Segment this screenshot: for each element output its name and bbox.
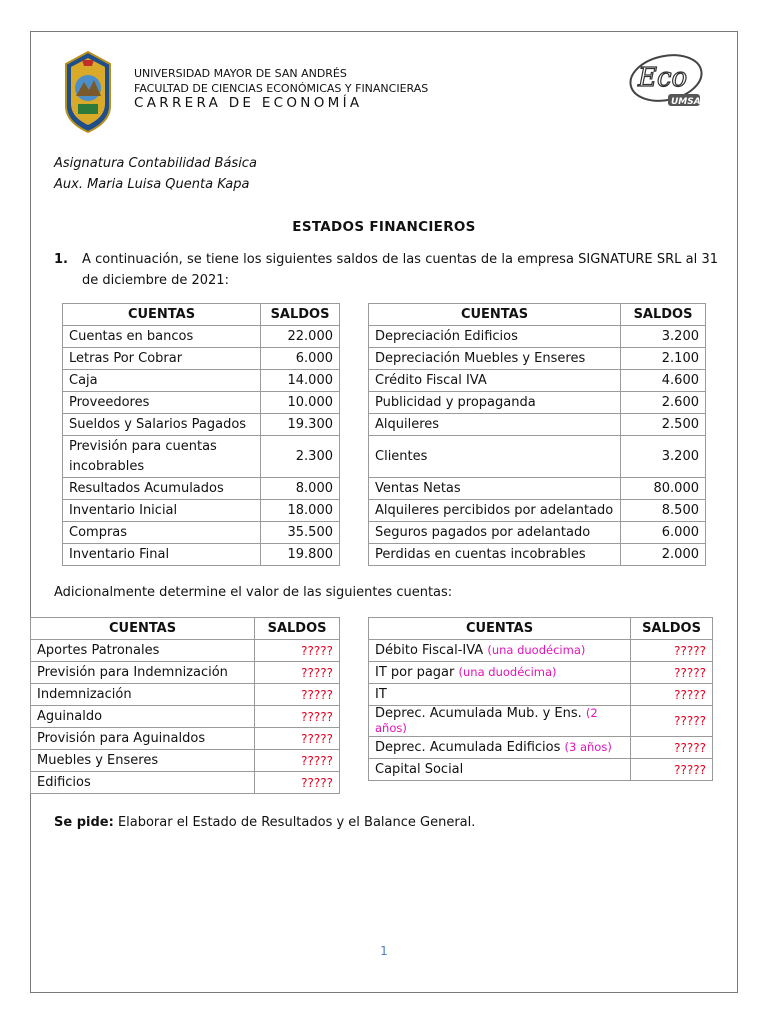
unknown-balance: ????? [631, 737, 713, 759]
table-row [63, 370, 340, 392]
table-row [369, 392, 706, 414]
account-balance: 6.000 [621, 522, 706, 544]
table-header-row [31, 618, 340, 640]
table-row [369, 522, 706, 544]
account-balance: 8.000 [261, 478, 340, 500]
account-name: Capital Social [375, 762, 464, 777]
header-cuentas: CUENTAS [369, 618, 631, 640]
account-name: Inventario Inicial [63, 500, 261, 522]
eco-logo-text: Eco [638, 63, 688, 93]
unknown-balance: ????? [631, 759, 713, 781]
account-name: Deprec. Acumulada Mub. y Ens. [375, 706, 582, 721]
document-header [62, 50, 722, 138]
table-row [31, 706, 340, 728]
account-note: (2 años) [375, 706, 598, 735]
account-name: Provisión para Aguinaldos [31, 728, 255, 750]
unknown-accounts-table-right [368, 617, 713, 781]
table-row [63, 414, 340, 436]
table-row [369, 478, 706, 500]
table-row [369, 662, 713, 684]
account-name: Compras [63, 522, 261, 544]
account-balance: 14.000 [261, 370, 340, 392]
account-name: Previsión para Indemnización [31, 662, 255, 684]
balances-table-left [62, 303, 340, 566]
table-header-row [369, 304, 706, 326]
table-row [369, 326, 706, 348]
table-row [369, 414, 706, 436]
account-balance: 22.000 [261, 326, 340, 348]
account-balance: 2.000 [621, 544, 706, 566]
eco-logo-sub: UMSA [671, 97, 701, 107]
unknown-balance: ????? [255, 706, 340, 728]
unknown-balance: ????? [631, 640, 713, 662]
account-balance: 10.000 [261, 392, 340, 414]
account-cell [369, 640, 631, 662]
subject-line: Asignatura Contabilidad Básica [54, 156, 257, 171]
account-balance: 2.600 [621, 392, 706, 414]
account-name: Sueldos y Salarios Pagados [63, 414, 261, 436]
account-name: Crédito Fiscal IVA [369, 370, 621, 392]
account-name: Muebles y Enseres [31, 750, 255, 772]
account-name: Perdidas en cuentas incobrables [369, 544, 621, 566]
table-row [31, 662, 340, 684]
task-label: Se pide: [54, 815, 114, 830]
table-row [31, 640, 340, 662]
unknown-balance: ????? [631, 662, 713, 684]
account-name: Inventario Final [63, 544, 261, 566]
account-name: Depreciación Muebles y Enseres [369, 348, 621, 370]
account-balance: 8.500 [621, 500, 706, 522]
account-balance: 2.300 [261, 436, 340, 478]
header-cuentas: CUENTAS [63, 304, 261, 326]
header-cuentas: CUENTAS [369, 304, 621, 326]
question-number: 1. [54, 252, 68, 267]
account-name: Publicidad y propaganda [369, 392, 621, 414]
page-number: 1 [380, 944, 388, 958]
unknown-balance: ????? [255, 640, 340, 662]
account-name: Edificios [31, 772, 255, 794]
table-row [369, 737, 713, 759]
table-row [369, 759, 713, 781]
table-row [369, 370, 706, 392]
table-row [63, 522, 340, 544]
table-row [369, 684, 713, 706]
account-balance: 4.600 [621, 370, 706, 392]
balances-table-right [368, 303, 706, 566]
table-row [63, 478, 340, 500]
table-row [63, 544, 340, 566]
task-text: Elaborar el Estado de Resultados y el Balance General. [117, 815, 476, 830]
table-row [369, 348, 706, 370]
account-cell [369, 706, 631, 737]
account-name: Caja [63, 370, 261, 392]
unknown-balance: ????? [631, 706, 713, 737]
table-row [31, 728, 340, 750]
account-cell [369, 684, 631, 706]
table-row [63, 500, 340, 522]
university-seal-icon [62, 50, 114, 134]
account-name: Previsión para cuentas incobrables [63, 436, 261, 478]
account-cell [369, 759, 631, 781]
account-balance: 2.500 [621, 414, 706, 436]
table-row [369, 544, 706, 566]
account-name: Proveedores [63, 392, 261, 414]
subject-block [54, 153, 257, 195]
account-name: Seguros pagados por adelantado [369, 522, 621, 544]
account-cell [369, 737, 631, 759]
question-text: A continuación, se tiene los siguientes saldos de las cuentas de la empresa SIGNATURE SRL al 31 de diciembre de 2021: [82, 252, 718, 288]
account-cell [369, 662, 631, 684]
header-cuentas: CUENTAS [31, 618, 255, 640]
eco-umsa-logo-icon [624, 50, 706, 110]
account-note: (una duodécima) [487, 643, 586, 657]
task-statement [54, 815, 475, 830]
account-balance: 19.300 [261, 414, 340, 436]
document-title: ESTADOS FINANCIEROS [292, 219, 476, 235]
account-balance: 6.000 [261, 348, 340, 370]
table-row [63, 392, 340, 414]
table-row [63, 326, 340, 348]
account-name: Deprec. Acumulada Edificios [375, 740, 561, 755]
account-name: Indemnización [31, 684, 255, 706]
account-balance: 2.100 [621, 348, 706, 370]
account-name: Aportes Patronales [31, 640, 255, 662]
account-name: Resultados Acumulados [63, 478, 261, 500]
account-name: Ventas Netas [369, 478, 621, 500]
faculty-name: FACULTAD DE CIENCIAS ECONÓMICAS Y FINANCIERAS [134, 82, 429, 95]
account-name: IT [375, 687, 387, 702]
account-name: Letras Por Cobrar [63, 348, 261, 370]
unknown-balance: ????? [255, 728, 340, 750]
table-row [369, 706, 713, 737]
header-saldos: SALDOS [621, 304, 706, 326]
account-name: Depreciación Edificios [369, 326, 621, 348]
table-row [31, 750, 340, 772]
account-name: Alquileres percibidos por adelantado [369, 500, 621, 522]
header-saldos: SALDOS [261, 304, 340, 326]
unknown-balance: ????? [631, 684, 713, 706]
table-row [369, 640, 713, 662]
table-row [63, 348, 340, 370]
account-name: Clientes [369, 436, 621, 478]
table-row [31, 772, 340, 794]
header-saldos: SALDOS [631, 618, 713, 640]
university-name: UNIVERSIDAD MAYOR DE SAN ANDRÉS [134, 67, 347, 80]
account-name: Aguinaldo [31, 706, 255, 728]
account-name: Cuentas en bancos [63, 326, 261, 348]
table-header-row [369, 618, 713, 640]
unknown-balance: ????? [255, 772, 340, 794]
table-header-row [63, 304, 340, 326]
account-balance: 3.200 [621, 436, 706, 478]
table-row [31, 684, 340, 706]
account-name: Alquileres [369, 414, 621, 436]
account-note: (una duodécima) [458, 665, 557, 679]
table-row [63, 436, 340, 478]
table-row [369, 436, 706, 478]
career-name: CARRERA DE ECONOMÍA [134, 95, 363, 111]
header-saldos: SALDOS [255, 618, 340, 640]
account-balance: 18.000 [261, 500, 340, 522]
unknown-balance: ????? [255, 662, 340, 684]
account-balance: 80.000 [621, 478, 706, 500]
account-name: IT por pagar [375, 665, 455, 680]
account-balance: 3.200 [621, 326, 706, 348]
table-row [369, 500, 706, 522]
unknown-accounts-table-left [30, 617, 340, 794]
account-note: (3 años) [564, 740, 612, 754]
assistant-line: Aux. Maria Luisa Quenta Kapa [54, 177, 250, 192]
account-balance: 19.800 [261, 544, 340, 566]
additional-instructions: Adicionalmente determine el valor de las siguientes cuentas: [54, 585, 453, 600]
unknown-balance: ????? [255, 750, 340, 772]
unknown-balance: ????? [255, 684, 340, 706]
account-balance: 35.500 [261, 522, 340, 544]
account-name: Débito Fiscal-IVA [375, 643, 484, 658]
